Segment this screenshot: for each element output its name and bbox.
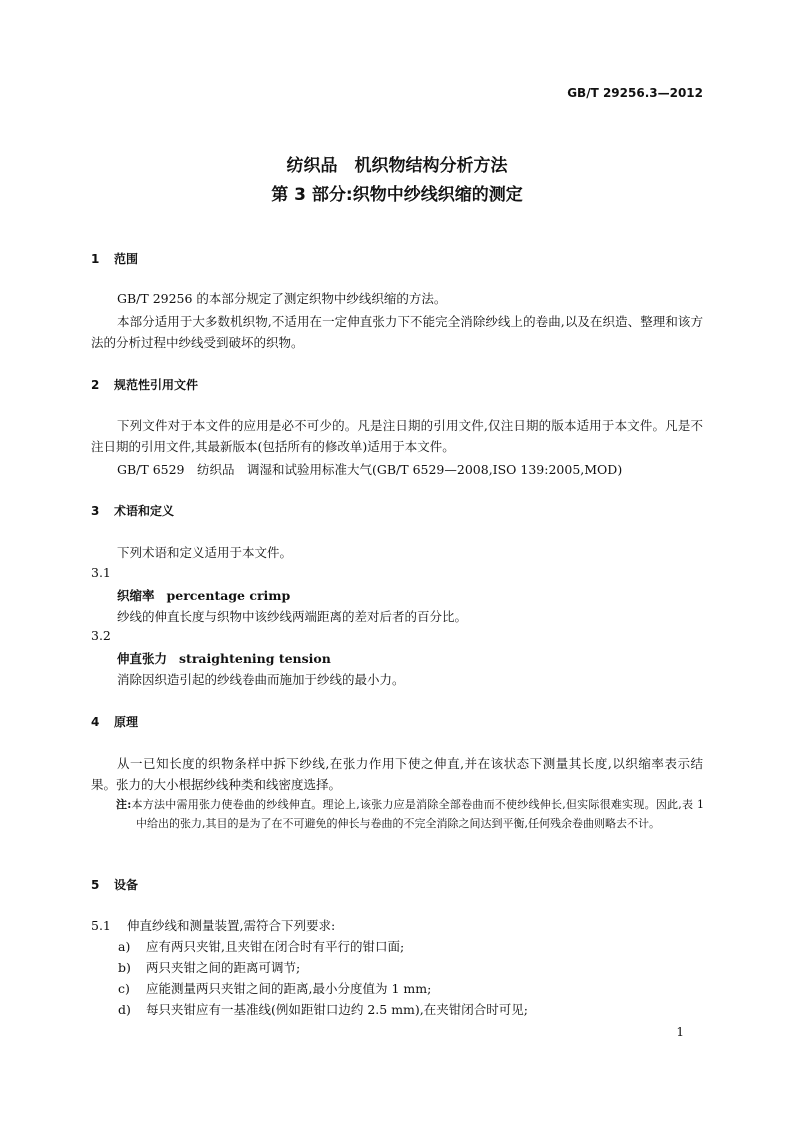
- references-paragraph: 下列文件对于本文件的应用是必不可少的。凡是注日期的引用文件,仅注日期的版本适用于本文件。凡是不注日期的引用文件,其最新版本(包括所有的修改单)适用于本文件。: [91, 418, 703, 454]
- document-title-line1: 纺织品 机织物结构分析方法: [286, 156, 508, 176]
- clause-5-1: [91, 916, 335, 934]
- section-number: 3: [91, 504, 100, 518]
- term-zh: 伸直张力: [117, 651, 168, 666]
- principle-note: [116, 795, 704, 833]
- term-3-2-definition: 消除因织造引起的纱线卷曲而施加于纱线的最小力。: [117, 672, 405, 687]
- document-title-line2: 第 3 部分:织物中纱线织缩的测定: [271, 185, 523, 205]
- principle-paragraph: 从一已知长度的织物条样中拆下纱线,在张力作用下使之伸直,并在该状态下测量其长度,以织缩率表示结果。张力的大小根据纱线种类和线密度选择。: [91, 756, 703, 792]
- term-zh: 织缩率: [117, 588, 155, 603]
- page-number: 1: [676, 1025, 684, 1039]
- list-item-text: 每只夹钳应有一基准线(例如距钳口边约 2.5 mm),在夹钳闭合时可见;: [146, 1002, 528, 1017]
- list-item-text: 两只夹钳之间的距离可调节;: [146, 960, 301, 975]
- section-number: 5: [91, 878, 100, 892]
- scope-paragraph-2: 本部分适用于大多数机织物,不适用在一定伸直张力下不能完全消除纱线上的卷曲,以及在织造、整理和该方法的分析过程中纱线受到破坏的织物。: [91, 314, 703, 350]
- terms-intro: 下列术语和定义适用于本文件。: [117, 545, 293, 560]
- term-3-1-definition: 纱线的伸直长度与织物中该纱线两端距离的差对后者的百分比。: [117, 609, 468, 624]
- clause-number: 5.1: [91, 918, 111, 933]
- term-percentage-crimp: [117, 586, 290, 604]
- standard-number: GB/T 29256.3—2012: [567, 86, 703, 100]
- term-3-1-number: 3.1: [91, 565, 111, 580]
- list-item-mark: a): [118, 939, 131, 954]
- list-item-mark: d): [118, 1002, 131, 1017]
- list-item-mark: b): [118, 960, 131, 975]
- list-item: [118, 979, 431, 997]
- section-number: 1: [91, 252, 100, 266]
- term-en: straightening tension: [179, 651, 331, 666]
- note-label: 注:: [116, 798, 132, 811]
- term-3-2-number: 3.2: [91, 628, 111, 643]
- list-item-text: 应能测量两只夹钳之间的距离,最小分度值为 1 mm;: [146, 981, 432, 996]
- section-number: 2: [91, 378, 100, 392]
- reference-gbt6529: GB/T 6529 纺织品 调湿和试验用标准大气(GB/T 6529—2008,ISO 139:2005,MOD): [117, 462, 623, 477]
- clause-text: 伸直纱线和测量装置,需符合下列要求:: [127, 918, 336, 933]
- section-title: 原理: [114, 715, 139, 729]
- section-title: 术语和定义: [114, 504, 175, 518]
- list-item-text: 应有两只夹钳,且夹钳在闭合时有平行的钳口面;: [146, 939, 405, 954]
- term-en: percentage crimp: [166, 588, 291, 603]
- section-1-heading: [91, 250, 138, 267]
- section-5-heading: [91, 876, 138, 893]
- list-item: [118, 1000, 528, 1018]
- list-item-mark: c): [118, 981, 130, 996]
- term-straightening-tension: [117, 649, 331, 667]
- list-item: [118, 937, 404, 955]
- scope-paragraph-1: GB/T 29256 的本部分规定了测定织物中纱线织缩的方法。: [117, 291, 447, 306]
- section-number: 4: [91, 715, 100, 729]
- section-3-heading: [91, 502, 174, 519]
- note-text: 本方法中需用张力使卷曲的纱线伸直。理论上,该张力应是消除全部卷曲而不使纱线伸长,但实际很难实现。因此,表 1 中给出的张力,其目的是为了在不可避免的伸长与卷曲的不完全消除之间达到平衡,任何残余卷曲则略去不计。: [131, 798, 704, 830]
- section-title: 设备: [114, 878, 139, 892]
- section-2-heading: [91, 376, 198, 393]
- section-title: 范围: [114, 252, 139, 266]
- list-item: [118, 958, 300, 976]
- section-title: 规范性引用文件: [114, 378, 199, 392]
- section-4-heading: [91, 713, 138, 730]
